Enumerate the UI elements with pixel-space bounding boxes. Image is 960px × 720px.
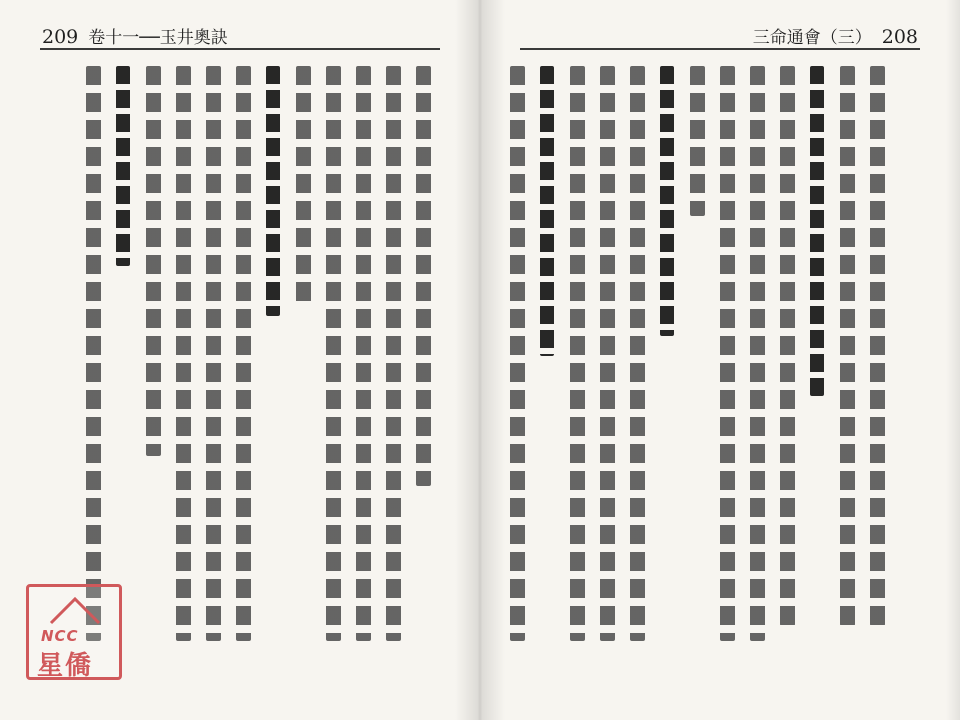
right-page-number: 208 bbox=[881, 26, 918, 48]
text-column bbox=[386, 66, 401, 641]
page-edge bbox=[946, 0, 960, 720]
right-page bbox=[480, 0, 960, 720]
left-page-number: 209 bbox=[42, 26, 79, 48]
text-column bbox=[236, 66, 251, 641]
text-column bbox=[416, 66, 431, 486]
text-column bbox=[780, 66, 795, 626]
heading-column bbox=[266, 66, 280, 316]
right-header-title: 三命通會（三） bbox=[752, 28, 872, 48]
text-column bbox=[86, 66, 101, 641]
text-column bbox=[750, 66, 765, 641]
text-column bbox=[720, 66, 735, 641]
text-column bbox=[690, 66, 705, 216]
left-running-header bbox=[42, 18, 228, 48]
heading-column bbox=[660, 66, 674, 336]
mountain-icon bbox=[47, 595, 103, 625]
seal-code: NCC bbox=[41, 627, 79, 645]
left-header-title: 卷十一──玉井奧訣 bbox=[88, 28, 228, 48]
heading-column bbox=[116, 66, 130, 266]
heading-column bbox=[540, 66, 554, 356]
heading-column bbox=[810, 66, 824, 396]
right-header-rule bbox=[520, 48, 920, 50]
text-column bbox=[206, 66, 221, 641]
text-column bbox=[326, 66, 341, 641]
text-column bbox=[570, 66, 585, 641]
seal-name: 星僑 bbox=[37, 651, 94, 681]
text-column bbox=[510, 66, 525, 641]
left-text-columns bbox=[78, 66, 438, 666]
text-column bbox=[840, 66, 855, 626]
text-column bbox=[600, 66, 615, 641]
text-column bbox=[630, 66, 645, 641]
text-column bbox=[356, 66, 371, 641]
right-text-columns bbox=[518, 66, 890, 666]
text-column bbox=[146, 66, 161, 456]
publisher-seal bbox=[26, 584, 122, 680]
text-column bbox=[296, 66, 311, 306]
text-column bbox=[176, 66, 191, 641]
left-header-rule bbox=[40, 48, 440, 50]
text-column bbox=[870, 66, 885, 626]
right-running-header bbox=[753, 18, 918, 48]
